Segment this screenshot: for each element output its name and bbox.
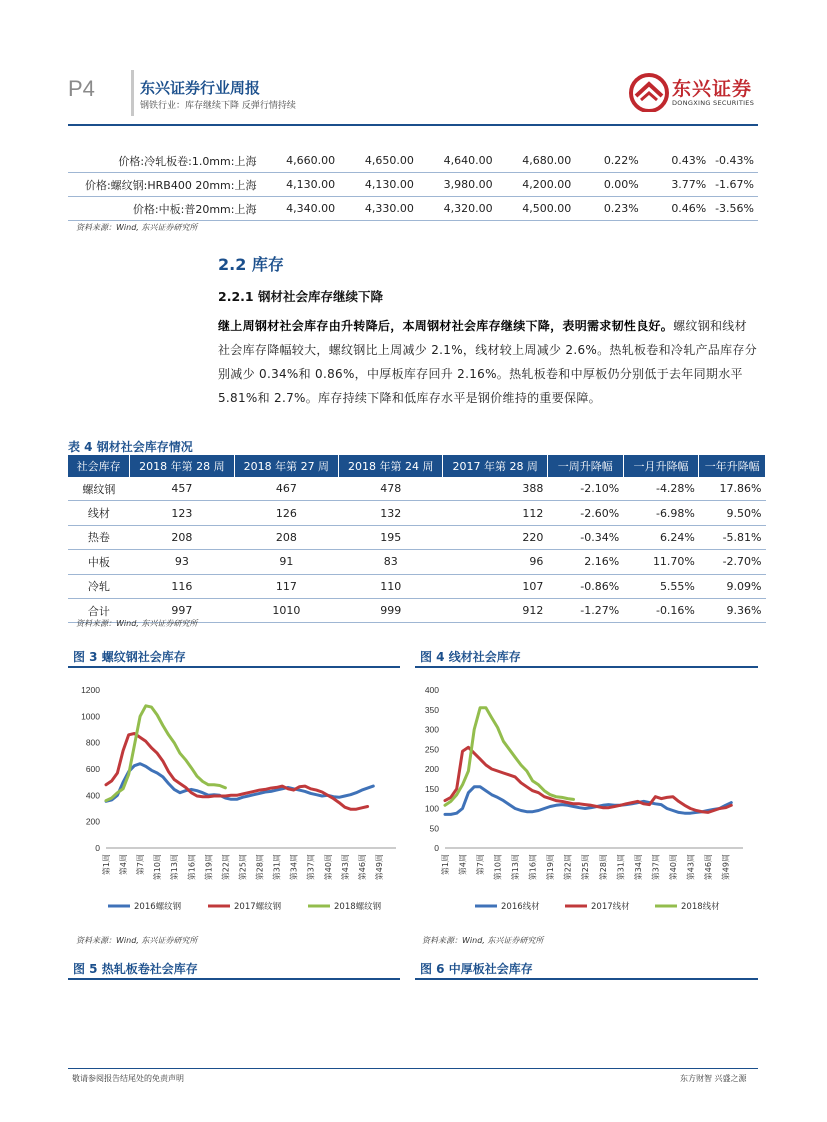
price-value: 3.77% (643, 173, 711, 197)
price-value: 4,130.00 (260, 173, 339, 197)
series-line-1 (445, 787, 731, 815)
x-tick-label: 第25周 (238, 854, 248, 881)
report-subtitle: 钢铁行业：库存继续下降 反弹行情持续 (140, 101, 296, 111)
table-cell: 195 (339, 525, 443, 549)
table-cell: -2.70% (699, 550, 766, 574)
table-cell: 线材 (68, 501, 130, 525)
table-cell: 1010 (234, 598, 338, 622)
x-tick-label: 第34周 (289, 854, 299, 881)
x-tick-label: 第4周 (119, 854, 129, 876)
table-cell: 冷轧 (68, 574, 130, 598)
price-value: 0.22% (575, 149, 643, 173)
table-row (68, 501, 766, 525)
table-cell: 96 (443, 550, 547, 574)
fig5-title-bar (68, 958, 400, 980)
column-header: 一周升降幅 (547, 455, 623, 477)
x-tick-label: 第16周 (528, 854, 538, 881)
price-row (68, 197, 758, 221)
x-tick-label: 第31周 (616, 854, 626, 881)
section-heading: 2.2 库存 (218, 255, 284, 274)
company-logo-text: 东兴证券 (672, 78, 753, 100)
table-cell: 388 (443, 477, 547, 501)
x-tick-label: 第31周 (272, 854, 282, 881)
legend-label: 2016线材 (501, 902, 540, 912)
x-tick-label: 第34周 (633, 854, 643, 881)
price-label: 价格:冷轧板卷:1.0mm:上海 (68, 149, 260, 173)
price-label: 价格:螺纹钢:HRB400 20mm:上海 (68, 173, 260, 197)
y-tick-label: 400 (85, 790, 100, 801)
price-value: 4,320.00 (418, 197, 497, 221)
price-table-source: 资料来源：Wind, 东兴证券研究所 (76, 223, 198, 232)
chart-wire-inventory (415, 676, 758, 926)
x-tick-label: 第43周 (686, 854, 696, 881)
x-tick-label: 第43周 (340, 854, 350, 881)
x-tick-label: 第37周 (651, 854, 661, 881)
price-row (68, 173, 758, 197)
inventory-table-source: 资料来源：Wind, 东兴证券研究所 (76, 619, 198, 628)
table-cell: 2.16% (547, 550, 623, 574)
table-cell: -6.98% (623, 501, 699, 525)
x-tick-label: 第46周 (357, 854, 367, 881)
price-label: 价格:中板:普20mm:上海 (68, 197, 260, 221)
fig3-title: 图 3 螺纹钢社会库存 (73, 650, 186, 664)
column-header: 2017 年第 28 周 (443, 455, 547, 477)
table-cell: -1.27% (547, 598, 623, 622)
table-cell: -5.81% (699, 525, 766, 549)
table-row (68, 574, 766, 598)
table-cell: 9.50% (699, 501, 766, 525)
x-tick-label: 第4周 (458, 854, 468, 876)
x-tick-label: 第25周 (581, 854, 591, 881)
x-tick-label: 第28周 (598, 854, 608, 881)
legend-label: 2016螺纹钢 (134, 902, 182, 912)
table-4-title: 表 4 钢材社会库存情况 (68, 440, 193, 454)
y-tick-label: 350 (424, 704, 439, 715)
page-number: P4 (68, 76, 95, 101)
table-cell: 83 (339, 550, 443, 574)
table-cell: -0.34% (547, 525, 623, 549)
table-cell: 5.55% (623, 574, 699, 598)
table-row (68, 550, 766, 574)
header-divider (131, 70, 134, 116)
price-value: -3.56% (710, 197, 758, 221)
price-value: -1.67% (710, 173, 758, 197)
x-tick-label: 第40周 (668, 854, 678, 881)
report-title: 东兴证券行业周报 (140, 79, 261, 97)
chart-rebar-inventory (68, 676, 403, 926)
table-cell: 208 (234, 525, 338, 549)
table-cell: 11.70% (623, 550, 699, 574)
price-value: -0.43% (710, 149, 758, 173)
column-header: 2018 年第 27 周 (234, 455, 338, 477)
price-value: 4,660.00 (260, 149, 339, 173)
price-value: 4,340.00 (260, 197, 339, 221)
y-tick-label: 200 (85, 816, 100, 827)
table-cell: 110 (339, 574, 443, 598)
price-value: 4,650.00 (339, 149, 418, 173)
fig3-source: 资料来源：Wind, 东兴证券研究所 (76, 936, 198, 945)
fig3-title-bar (68, 646, 400, 668)
price-table (68, 149, 758, 221)
y-tick-label: 0 (95, 843, 100, 853)
x-tick-label: 第13周 (170, 854, 180, 881)
price-value: 0.46% (643, 197, 711, 221)
price-value: 4,640.00 (418, 149, 497, 173)
x-tick-label: 第1周 (441, 854, 450, 876)
table-cell: 9.36% (699, 598, 766, 622)
table-cell: 合计 (68, 598, 130, 622)
x-tick-label: 第22周 (563, 854, 573, 881)
column-header: 一月升降幅 (623, 455, 699, 477)
company-logo-en: DONGXING SECURITIES (672, 99, 755, 107)
body-paragraph (218, 314, 758, 410)
y-tick-label: 600 (85, 764, 100, 774)
table-cell: 220 (443, 525, 547, 549)
fig6-title-bar (415, 958, 758, 980)
price-value: 4,200.00 (497, 173, 576, 197)
x-tick-label: 第49周 (721, 854, 731, 881)
price-value: 0.23% (575, 197, 643, 221)
y-tick-label: 200 (424, 764, 439, 774)
legend-label: 2017线材 (591, 902, 630, 912)
table-cell: -2.60% (547, 501, 623, 525)
table-cell: -0.86% (547, 574, 623, 598)
company-logo-icon (628, 72, 670, 112)
column-header: 一年升降幅 (699, 455, 766, 477)
fig5-title: 图 5 热轧板卷社会库存 (73, 962, 198, 976)
table-cell: 457 (130, 477, 234, 501)
table-cell: 107 (443, 574, 547, 598)
x-tick-label: 第16周 (187, 854, 197, 881)
y-tick-label: 150 (424, 783, 439, 794)
table-cell: 91 (234, 550, 338, 574)
price-value: 4,680.00 (497, 149, 576, 173)
table-cell: 208 (130, 525, 234, 549)
paragraph-text: 螺纹钢和线材社会库存降幅较大，螺纹钢比上周减少 2.1%，线材较上周减少 2.6%。热轧板卷和冷轧产品库存分别减少 0.34%和 0.86%，中厚板库存回升 2.16%。热轧板卷和中厚板仍分别低于去年同期水平 5.81%和 2.7%。库存持续下降和低库存水平是钢价维持的重要保障。 (218, 319, 758, 405)
table-cell: 116 (130, 574, 234, 598)
table-cell: 117 (234, 574, 338, 598)
y-tick-label: 800 (85, 737, 100, 748)
footer-rule (68, 1068, 758, 1069)
table-cell: 中板 (68, 550, 130, 574)
fig4-title: 图 4 线材社会库存 (420, 650, 521, 664)
table-cell: 999 (339, 598, 443, 622)
table-cell: 17.86% (699, 477, 766, 501)
paragraph-lead: 继上周钢材社会库存由升转降后，本周钢材社会库存继续下降，表明需求韧性良好。 (218, 319, 674, 333)
table-cell: 912 (443, 598, 547, 622)
x-tick-label: 第46周 (703, 854, 713, 881)
price-value: 0.43% (643, 149, 711, 173)
x-tick-label: 第28周 (255, 854, 265, 881)
table-row (68, 477, 766, 501)
x-tick-label: 第40周 (323, 854, 333, 881)
table-cell: 123 (130, 501, 234, 525)
table-row (68, 525, 766, 549)
x-tick-label: 第1周 (102, 854, 111, 876)
inventory-table (68, 455, 766, 623)
x-tick-label: 第49周 (374, 854, 384, 881)
column-header: 社会库存 (68, 455, 130, 477)
table-cell: 997 (130, 598, 234, 622)
table-cell: 93 (130, 550, 234, 574)
table-cell: 6.24% (623, 525, 699, 549)
x-tick-label: 第7周 (476, 854, 486, 876)
table-cell: -0.16% (623, 598, 699, 622)
x-tick-label: 第13周 (511, 854, 521, 881)
table-cell: 132 (339, 501, 443, 525)
y-tick-label: 0 (434, 843, 439, 853)
column-header: 2018 年第 28 周 (130, 455, 234, 477)
y-tick-label: 1200 (81, 685, 100, 695)
table-cell: 467 (234, 477, 338, 501)
footer-slogan: 东方财智 兴盛之源 (680, 1074, 747, 1083)
legend-label: 2017螺纹钢 (234, 902, 282, 912)
price-value: 4,500.00 (497, 197, 576, 221)
fig4-source: 资料来源：Wind, 东兴证券研究所 (422, 936, 544, 945)
x-tick-label: 第37周 (306, 854, 316, 881)
table-cell: 478 (339, 477, 443, 501)
y-tick-label: 100 (424, 803, 439, 814)
table-cell: -4.28% (623, 477, 699, 501)
fig4-title-bar (415, 646, 758, 668)
table-cell: 螺纹钢 (68, 477, 130, 501)
x-tick-label: 第10周 (493, 854, 503, 881)
table-cell: -2.10% (547, 477, 623, 501)
price-row (68, 149, 758, 173)
column-header: 2018 年第 24 周 (339, 455, 443, 477)
legend-label: 2018螺纹钢 (334, 902, 382, 912)
y-tick-label: 300 (424, 724, 439, 735)
fig6-title: 图 6 中厚板社会库存 (420, 962, 533, 976)
price-value: 4,130.00 (339, 173, 418, 197)
legend-label: 2018线材 (681, 902, 720, 912)
y-tick-label: 250 (424, 744, 439, 755)
header-rule (68, 124, 758, 126)
y-tick-label: 1000 (81, 711, 100, 722)
series-line-3 (445, 708, 574, 806)
table-cell: 9.09% (699, 574, 766, 598)
table-cell: 112 (443, 501, 547, 525)
y-tick-label: 400 (424, 685, 439, 695)
price-value: 4,330.00 (339, 197, 418, 221)
x-tick-label: 第19周 (204, 854, 214, 881)
table-cell: 126 (234, 501, 338, 525)
price-value: 0.00% (575, 173, 643, 197)
price-value: 3,980.00 (418, 173, 497, 197)
table-cell: 热卷 (68, 525, 130, 549)
series-line-2 (445, 747, 731, 812)
x-tick-label: 第7周 (136, 854, 146, 876)
subsection-heading: 2.2.1 钢材社会库存继续下降 (218, 289, 383, 304)
x-tick-label: 第22周 (221, 854, 231, 881)
x-tick-label: 第10周 (153, 854, 163, 881)
footer-disclaimer: 敬请参阅报告结尾处的免责声明 (72, 1074, 184, 1083)
x-tick-label: 第19周 (546, 854, 556, 881)
y-tick-label: 50 (429, 823, 439, 834)
